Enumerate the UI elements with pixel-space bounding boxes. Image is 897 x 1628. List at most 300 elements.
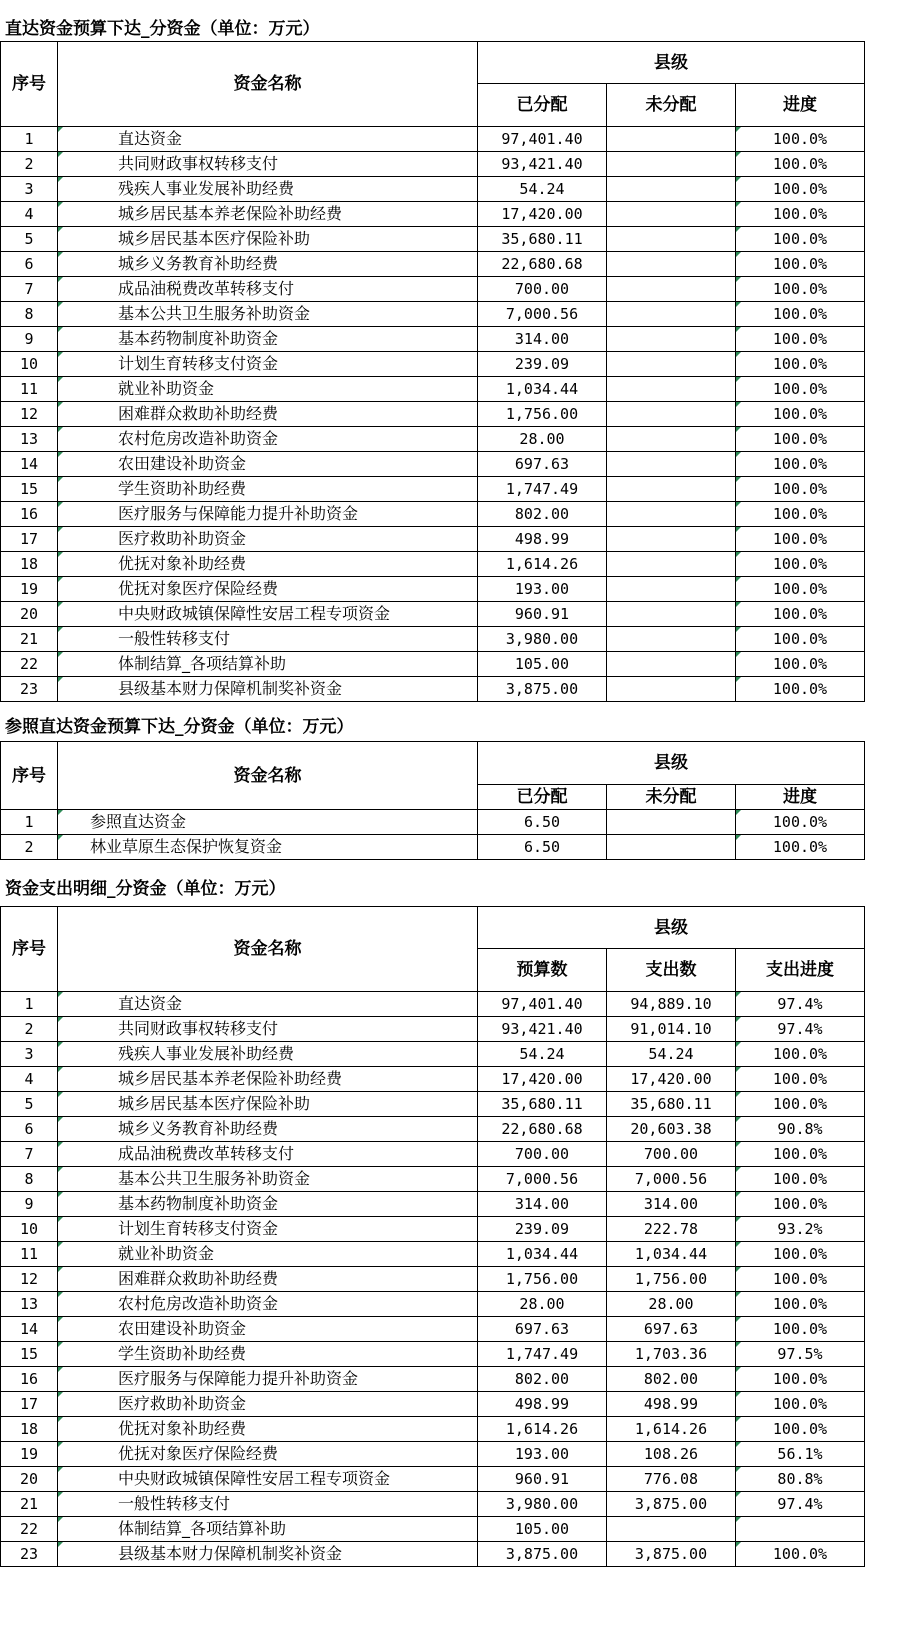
value-col3: 100.0% [736,152,865,177]
header-group: 县级 [478,42,865,84]
value-col2 [607,227,736,252]
value-col1: 239.09 [478,1217,607,1242]
value-col2: 802.00 [607,1367,736,1392]
value-col3: 100.0% [736,602,865,627]
row-number: 6 [1,1117,58,1142]
value-col1: 3,875.00 [478,677,607,702]
value-col1: 960.91 [478,602,607,627]
table-row [1,1267,865,1292]
fund-name-text: 城乡义务教育补助经费 [118,1119,279,1138]
value-col2: 28.00 [607,1292,736,1317]
value-col1: 93,421.40 [478,1017,607,1042]
value-col1: 1,747.49 [478,477,607,502]
value-col3: 100.0% [736,427,865,452]
fund-name [58,835,478,860]
table-row [1,1467,865,1492]
value-col3: 100.0% [736,1142,865,1167]
table-row [1,302,865,327]
fund-name [58,677,478,702]
value-col2: 1,034.44 [607,1242,736,1267]
fund-name [58,1367,478,1392]
value-col2: 17,420.00 [607,1067,736,1092]
value-col2 [607,835,736,860]
value-col2: 697.63 [607,1317,736,1342]
fund-name [58,810,478,835]
value-col2 [607,202,736,227]
fund-name-text: 城乡居民基本医疗保险补助 [118,1094,311,1113]
fund-name-text: 残疾人事业发展补助经费 [118,1044,295,1063]
value-col1: 97,401.40 [478,127,607,152]
value-col1: 498.99 [478,527,607,552]
table-row [1,1217,865,1242]
fund-name [58,552,478,577]
value-col2 [607,277,736,302]
value-col2 [607,477,736,502]
table-row [1,1142,865,1167]
fund-name-text: 农田建设补助资金 [118,1319,247,1338]
value-col3: 100.0% [736,1267,865,1292]
row-number: 6 [1,252,58,277]
fund-name [58,1092,478,1117]
value-col1: 314.00 [478,1192,607,1217]
value-col2 [607,252,736,277]
header-c2: 未分配 [607,84,736,127]
value-col3: 100.0% [736,1092,865,1117]
row-number: 10 [1,1217,58,1242]
table-row [1,1542,865,1567]
fund-name [58,277,478,302]
value-col2: 222.78 [607,1217,736,1242]
table-row [1,452,865,477]
value-col2 [607,552,736,577]
fund-name [58,1467,478,1492]
value-col3: 100.0% [736,127,865,152]
header-no: 序号 [1,742,58,810]
fund-name-text: 城乡居民基本医疗保险补助 [118,229,311,248]
value-col3: 90.8% [736,1117,865,1142]
value-col1: 97,401.40 [478,992,607,1017]
table-row [1,1242,865,1267]
table-row [1,627,865,652]
fund-name-text: 县级基本财力保障机制奖补资金 [118,1544,343,1563]
value-col2: 91,014.10 [607,1017,736,1042]
row-number: 2 [1,1017,58,1042]
fund-name-text: 计划生育转移支付资金 [118,1219,279,1238]
header-c1: 预算数 [478,949,607,992]
value-col3: 100.0% [736,177,865,202]
fund-name [58,602,478,627]
fund-name-text: 一般性转移支付 [118,1494,231,1513]
value-col1: 802.00 [478,502,607,527]
fund-name [58,1117,478,1142]
fund-name-text: 共同财政事权转移支付 [118,154,279,173]
table-row [1,1392,865,1417]
value-col1: 3,980.00 [478,627,607,652]
row-number: 20 [1,1467,58,1492]
value-col1: 3,875.00 [478,1542,607,1567]
value-col1: 7,000.56 [478,302,607,327]
value-col3: 100.0% [736,1542,865,1567]
fund-name [58,1017,478,1042]
value-col2 [607,352,736,377]
value-col1: 22,680.68 [478,1117,607,1142]
value-col3: 97.4% [736,1017,865,1042]
table-row [1,1042,865,1067]
row-number: 23 [1,677,58,702]
table-row [1,1342,865,1367]
value-col1: 105.00 [478,1517,607,1542]
value-col3: 97.5% [736,1342,865,1367]
fund-name [58,1342,478,1367]
table-row [1,202,865,227]
table-row [1,1442,865,1467]
fund-name [58,302,478,327]
row-number: 17 [1,527,58,552]
value-col3: 100.0% [736,302,865,327]
fund-name [58,1542,478,1567]
fund-name [58,1317,478,1342]
value-col3: 97.4% [736,992,865,1017]
row-number: 21 [1,1492,58,1517]
table-row [1,1492,865,1517]
value-col1: 700.00 [478,1142,607,1167]
header-c3: 进度 [736,785,865,810]
value-col3: 100.0% [736,1067,865,1092]
fund-name-text: 直达资金 [118,129,183,148]
value-col1: 697.63 [478,452,607,477]
table-row [1,277,865,302]
row-number: 1 [1,992,58,1017]
value-col3: 100.0% [736,252,865,277]
fund-name [58,1067,478,1092]
row-number: 13 [1,1292,58,1317]
row-number: 15 [1,1342,58,1367]
fund-name [58,502,478,527]
fund-name-text: 就业补助资金 [118,1244,215,1263]
row-number: 15 [1,477,58,502]
value-col3: 100.0% [736,552,865,577]
fund-name-text: 城乡居民基本养老保险补助经费 [118,204,343,223]
section2-table [0,741,865,860]
table-row [1,1317,865,1342]
row-number: 22 [1,1517,58,1542]
value-col3: 100.0% [736,1192,865,1217]
value-col3: 100.0% [736,1042,865,1067]
header-c2: 未分配 [607,785,736,810]
value-col3: 100.0% [736,835,865,860]
row-number: 13 [1,427,58,452]
fund-name [58,1142,478,1167]
table-row [1,577,865,602]
table-row [1,810,865,835]
header-c1: 已分配 [478,84,607,127]
row-number: 1 [1,127,58,152]
fund-name [58,127,478,152]
fund-name [58,252,478,277]
row-number: 14 [1,452,58,477]
fund-name-text: 优抚对象补助经费 [118,1419,247,1438]
value-col2 [607,810,736,835]
value-col1: 498.99 [478,1392,607,1417]
table-row [1,127,865,152]
fund-name [58,402,478,427]
value-col1: 22,680.68 [478,252,607,277]
row-number: 5 [1,1092,58,1117]
value-col3 [736,1517,865,1542]
fund-name-text: 优抚对象补助经费 [118,554,247,573]
fund-name-text: 医疗救助补助资金 [118,529,247,548]
fund-name-text: 县级基本财力保障机制奖补资金 [118,679,343,698]
fund-name-text: 计划生育转移支付资金 [118,354,279,373]
value-col2 [607,577,736,602]
value-col1: 6.50 [478,810,607,835]
value-col3: 100.0% [736,652,865,677]
row-number: 11 [1,377,58,402]
row-number: 14 [1,1317,58,1342]
value-col2: 1,703.36 [607,1342,736,1367]
row-number: 9 [1,1192,58,1217]
value-col2: 314.00 [607,1192,736,1217]
fund-name [58,152,478,177]
row-number: 4 [1,202,58,227]
value-col2: 498.99 [607,1392,736,1417]
header-name: 资金名称 [58,742,478,810]
fund-name [58,177,478,202]
table-row [1,427,865,452]
value-col3: 100.0% [736,352,865,377]
header-group: 县级 [478,907,865,949]
fund-name [58,627,478,652]
value-col2 [607,452,736,477]
value-col2: 20,603.38 [607,1117,736,1142]
value-col3: 100.0% [736,202,865,227]
table-row [1,152,865,177]
table-row [1,177,865,202]
fund-name [58,652,478,677]
value-col2 [607,127,736,152]
value-col1: 1,614.26 [478,1417,607,1442]
value-col2: 1,756.00 [607,1267,736,1292]
section1-table [0,41,865,702]
row-number: 23 [1,1542,58,1567]
value-col3: 100.0% [736,527,865,552]
fund-name-text: 医疗救助补助资金 [118,1394,247,1413]
value-col1: 1,756.00 [478,402,607,427]
value-col3: 97.4% [736,1492,865,1517]
row-number: 18 [1,1417,58,1442]
table-row [1,377,865,402]
fund-name-text: 参照直达资金 [90,812,187,831]
fund-name-text: 一般性转移支付 [118,629,231,648]
fund-name [58,1042,478,1067]
header-c2: 支出数 [607,949,736,992]
row-number: 7 [1,277,58,302]
value-col2: 776.08 [607,1467,736,1492]
value-col3: 100.0% [736,327,865,352]
fund-name-text: 就业补助资金 [118,379,215,398]
fund-name [58,452,478,477]
fund-name-text: 直达资金 [118,994,183,1013]
header-c3: 进度 [736,84,865,127]
fund-name [58,327,478,352]
row-number: 7 [1,1142,58,1167]
value-col2 [607,377,736,402]
value-col1: 6.50 [478,835,607,860]
fund-name [58,227,478,252]
table-row [1,327,865,352]
value-col1: 3,980.00 [478,1492,607,1517]
section3-table [0,906,865,1567]
value-col1: 697.63 [478,1317,607,1342]
fund-name-text: 农村危房改造补助资金 [118,1294,279,1313]
table-row [1,1417,865,1442]
value-col2 [607,1517,736,1542]
row-number: 4 [1,1067,58,1092]
value-col2 [607,652,736,677]
value-col3: 100.0% [736,577,865,602]
value-col3: 100.0% [736,477,865,502]
row-number: 2 [1,835,58,860]
fund-name [58,1417,478,1442]
fund-name-text: 共同财政事权转移支付 [118,1019,279,1038]
fund-name-text: 基本药物制度补助资金 [118,329,279,348]
value-col3: 100.0% [736,452,865,477]
table-row [1,992,865,1017]
value-col2: 700.00 [607,1142,736,1167]
header-c1: 已分配 [478,785,607,810]
value-col1: 105.00 [478,652,607,677]
value-col1: 1,614.26 [478,552,607,577]
fund-name-text: 优抚对象医疗保险经费 [118,579,279,598]
row-number: 16 [1,502,58,527]
fund-name-text: 学生资助补助经费 [118,1344,247,1363]
fund-name [58,1442,478,1467]
value-col3: 100.0% [736,377,865,402]
value-col2 [607,327,736,352]
value-col3: 80.8% [736,1467,865,1492]
value-col1: 193.00 [478,577,607,602]
value-col1: 802.00 [478,1367,607,1392]
header-group: 县级 [478,742,865,785]
fund-name [58,527,478,552]
fund-name-text: 学生资助补助经费 [118,479,247,498]
value-col1: 239.09 [478,352,607,377]
table-row [1,227,865,252]
value-col3: 100.0% [736,1167,865,1192]
value-col1: 35,680.11 [478,227,607,252]
fund-name-text: 医疗服务与保障能力提升补助资金 [118,1369,359,1388]
fund-name [58,1492,478,1517]
section3-title: 资金支出明细_分资金（单位：万元） [5,879,286,899]
fund-name [58,1392,478,1417]
value-col1: 54.24 [478,1042,607,1067]
row-number: 21 [1,627,58,652]
value-col2: 3,875.00 [607,1492,736,1517]
table-row [1,1292,865,1317]
row-number: 3 [1,1042,58,1067]
fund-name [58,427,478,452]
table-row [1,1517,865,1542]
row-number: 11 [1,1242,58,1267]
table-row [1,477,865,502]
fund-name [58,1242,478,1267]
row-number: 9 [1,327,58,352]
value-col1: 7,000.56 [478,1167,607,1192]
value-col1: 1,747.49 [478,1342,607,1367]
table-row [1,252,865,277]
value-col2: 3,875.00 [607,1542,736,1567]
fund-name-text: 中央财政城镇保障性安居工程专项资金 [118,604,391,623]
value-col1: 1,034.44 [478,377,607,402]
row-number: 17 [1,1392,58,1417]
table-row [1,1367,865,1392]
fund-name-text: 体制结算_各项结算补助 [118,654,287,673]
value-col3: 93.2% [736,1217,865,1242]
fund-name-text: 基本公共卫生服务补助资金 [118,304,311,323]
value-col2: 7,000.56 [607,1167,736,1192]
fund-name-text: 基本公共卫生服务补助资金 [118,1169,311,1188]
fund-name [58,1517,478,1542]
value-col2 [607,602,736,627]
value-col2 [607,427,736,452]
value-col2 [607,627,736,652]
row-number: 16 [1,1367,58,1392]
value-col1: 1,756.00 [478,1267,607,1292]
value-col3: 56.1% [736,1442,865,1467]
value-col3: 100.0% [736,1367,865,1392]
table-row [1,835,865,860]
fund-name-text: 医疗服务与保障能力提升补助资金 [118,504,359,523]
table-row [1,1017,865,1042]
fund-name-text: 困难群众救助补助经费 [118,404,279,423]
value-col2 [607,502,736,527]
fund-name-text: 优抚对象医疗保险经费 [118,1444,279,1463]
value-col2 [607,527,736,552]
header-no: 序号 [1,42,58,127]
value-col3: 100.0% [736,1242,865,1267]
value-col2: 108.26 [607,1442,736,1467]
row-number: 2 [1,152,58,177]
table-row [1,1117,865,1142]
table-row [1,402,865,427]
value-col3: 100.0% [736,402,865,427]
table-row [1,1067,865,1092]
value-col2 [607,302,736,327]
value-col1: 1,034.44 [478,1242,607,1267]
value-col2: 1,614.26 [607,1417,736,1442]
fund-name [58,377,478,402]
value-col2 [607,177,736,202]
value-col3: 100.0% [736,227,865,252]
row-number: 3 [1,177,58,202]
fund-name-text: 农村危房改造补助资金 [118,429,279,448]
value-col1: 17,420.00 [478,202,607,227]
value-col2: 94,889.10 [607,992,736,1017]
value-col3: 100.0% [736,1317,865,1342]
value-col1: 193.00 [478,1442,607,1467]
row-number: 22 [1,652,58,677]
fund-name [58,1267,478,1292]
table-row [1,677,865,702]
value-col2 [607,402,736,427]
fund-name-text: 中央财政城镇保障性安居工程专项资金 [118,1469,391,1488]
fund-name-text: 残疾人事业发展补助经费 [118,179,295,198]
section1-title: 直达资金预算下达_分资金（单位：万元） [5,19,320,39]
row-number: 8 [1,302,58,327]
value-col2 [607,677,736,702]
row-number: 5 [1,227,58,252]
value-col1: 28.00 [478,1292,607,1317]
